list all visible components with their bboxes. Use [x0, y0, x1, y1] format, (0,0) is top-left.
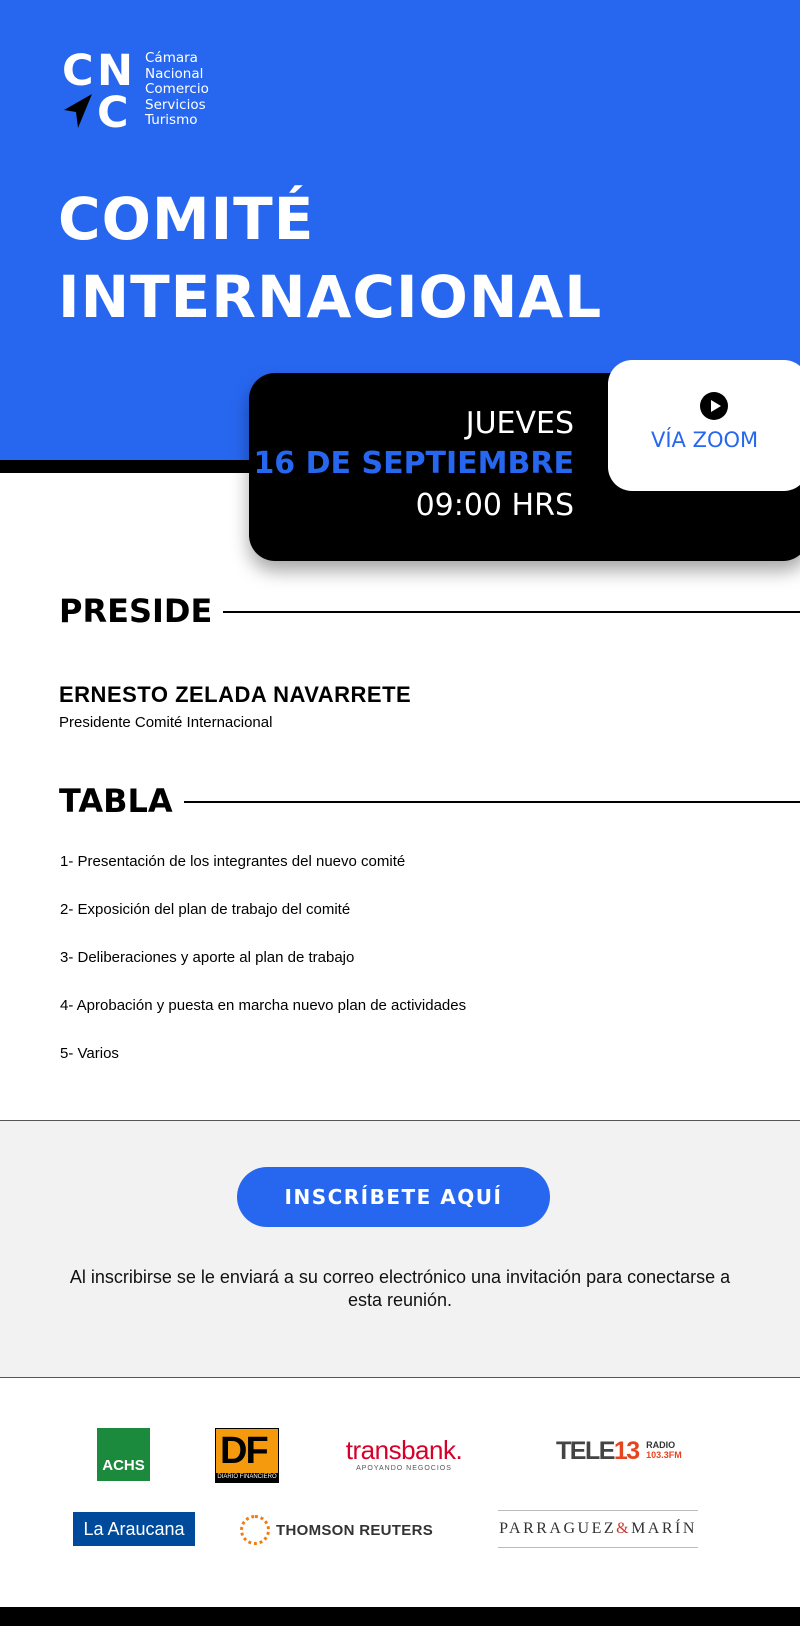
transbank-logo [338, 1436, 470, 1472]
logo-monogram [62, 46, 134, 138]
parraguez-word: PARRAGUEZ [499, 1520, 617, 1537]
parraguez-ampersand: & [616, 1520, 632, 1537]
agenda-item: 5- Varios [60, 1045, 119, 1062]
tele13-radio [646, 1440, 682, 1460]
df-mark: DF [220, 1430, 267, 1472]
footer-bar [0, 1607, 800, 1626]
event-day: JUEVES [465, 406, 574, 441]
logo-letter: C [97, 88, 129, 138]
signup-section [0, 1120, 800, 1378]
logo-word: Comercio [145, 81, 209, 97]
marin-word: MARÍN [631, 1520, 697, 1537]
logo-letter: N [97, 46, 133, 96]
tele13-radio-label: RADIO [646, 1440, 676, 1450]
tele13-word: TELE [556, 1437, 614, 1465]
la-araucana-logo: La Araucana [73, 1512, 195, 1546]
tele13-number: 13 [613, 1437, 639, 1465]
thomson-reuters-logo [240, 1515, 433, 1545]
df-logo [215, 1428, 279, 1483]
zoom-label: VÍA ZOOM [651, 428, 759, 452]
title-line: COMITÉ [58, 185, 315, 253]
title-line: INTERNACIONAL [58, 263, 603, 331]
logo-arrow-icon [62, 94, 92, 128]
preside-rule [223, 611, 800, 613]
cnc-logo [62, 46, 222, 140]
tabla-heading: TABLA [59, 782, 173, 820]
zoom-card[interactable] [608, 360, 800, 491]
df-subtitle: DIARIO FINANCIERO [217, 1474, 277, 1480]
parraguez-marin-logo [498, 1510, 698, 1548]
event-date: 16 DE SEPTIEMBRE [253, 446, 574, 481]
logo-word: Servicios [145, 96, 206, 113]
logo-letter: C [62, 46, 94, 96]
achs-text: ACHS [102, 1457, 145, 1474]
page-title [58, 180, 602, 336]
thomson-reuters-icon [240, 1515, 270, 1545]
transbank-tagline: APOYANDO NEGOCIOS [356, 1465, 452, 1472]
logo-text [145, 51, 209, 129]
agenda-item: 1- Presentación de los integrantes del nuevo comité [60, 853, 406, 870]
presider-name: ERNESTO ZELADA NAVARRETE [59, 682, 412, 707]
tabla-rule [184, 801, 800, 803]
play-icon [700, 392, 728, 420]
signup-note: Al inscribirse se le enviará a su correo electrónico una invitación para conectarse a esta reunión. [69, 1267, 731, 1310]
thomson-reuters-word: THOMSON REUTERS [276, 1521, 434, 1539]
logo-word: Turismo [145, 112, 198, 128]
presider-role: Presidente Comité Internacional [59, 714, 273, 731]
tele13-logo [556, 1437, 682, 1471]
achs-logo [97, 1428, 150, 1481]
preside-heading: PRESIDE [59, 592, 213, 630]
agenda-item: 4- Aprobación y puesta en marcha nuevo plan de actividades [60, 997, 467, 1014]
logo-word: Nacional [145, 65, 204, 82]
logo-word: Cámara [145, 50, 198, 66]
agenda-item: 2- Exposición del plan de trabajo del comité [60, 901, 351, 918]
tele13-frequency: 103.3FM [646, 1450, 682, 1460]
event-time: 09:00 HRS [415, 488, 574, 523]
signup-button[interactable]: INSCRÍBETE AQUÍ [237, 1167, 550, 1227]
transbank-word: transbank. [345, 1435, 463, 1465]
agenda-item: 3- Deliberaciones y aporte al plan de trabajo [60, 949, 355, 966]
